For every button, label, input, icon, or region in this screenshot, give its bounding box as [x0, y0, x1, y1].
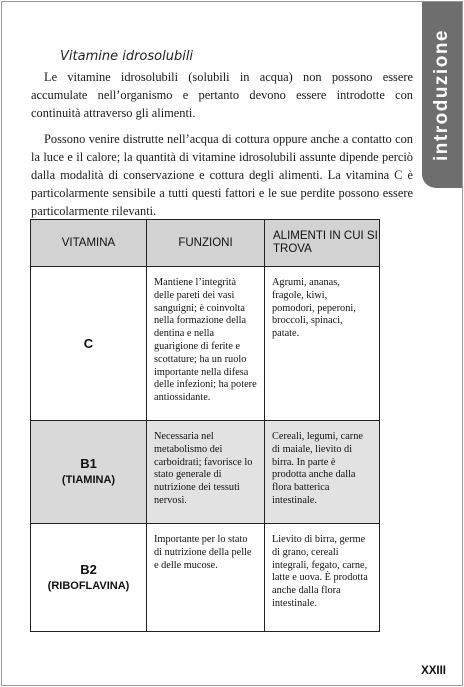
vitamin-name-cell [31, 267, 147, 421]
header-alimenti: ALIMENTI IN CUI SI TROVA [265, 220, 380, 267]
vitamin-table [30, 219, 380, 632]
functions-cell: Necessaria nel metabolismo dei carboidrati; favorisce lo stato generale di nutrizione dei tessuti nervosi. [147, 421, 265, 524]
section-tab-label: introduzione [431, 29, 452, 161]
table-row [31, 267, 380, 421]
intro-paragraph: Le vitamine idrosolubili (solubili in acqua) non possono essere accumulate nell’organismo e pertanto devono essere introdotte con continuità attraverso gli alimenti. [31, 70, 413, 121]
page-number: XXIII [421, 665, 446, 677]
functions-cell: Importante per lo stato di nutrizione della pelle e delle mucose. [147, 524, 265, 632]
intro-paragraph: Possono venire distrutte nell’acqua di cottura oppure anche a contatto con la luce e il calore; la quantità di vitamine idrosolubili assunte dipende perciò dalla modalità di conservazione e cottura degli alimenti. La vitamina C è particolarmente sensibile a tutti questi fattori e le sue perdite possono essere particolarmente rilevanti. [31, 131, 413, 219]
vitamin-subname: (TIAMINA) [61, 474, 116, 486]
foods-cell: Cereali, legumi, carne di maiale, lievito di birra. In parte è prodotta anche dalla flora batterica intestinale. [265, 421, 380, 524]
table-header-row [31, 220, 380, 267]
section-title: Vitamine idrosolubili [60, 49, 194, 64]
vitamin-name: B1 [80, 456, 97, 471]
table-row [31, 421, 380, 524]
header-funzioni: FUNZIONI [147, 220, 265, 267]
intro-text [31, 68, 413, 228]
vitamin-name: B2 [80, 561, 97, 577]
table-row [31, 524, 380, 632]
vitamin-name-cell [31, 421, 147, 524]
vitamin-name-cell [31, 524, 147, 632]
section-tab [422, 2, 462, 188]
vitamin-name: C [83, 336, 94, 351]
header-vitamina: VITAMINA [31, 220, 147, 267]
vitamin-subname: (RIBOFLAVINA) [47, 579, 130, 592]
foods-cell: Lievito di birra, germe di grano, cereali integrali, fegato, carne, latte e uova. È prodotta anche dalla flora intestinale. [265, 524, 380, 632]
foods-cell: Agrumi, ananas, fragole, kiwi, pomodori, peperoni, broccoli, spinaci, patate. [265, 267, 380, 421]
functions-cell: Mantiene l’integrità delle pareti dei vasi sanguigni; è coinvolta nella formazione della dentina e nella guarigione di ferite e scottature; ha un ruolo importante nella difesa delle infezioni; ha potere antiossidante. [147, 267, 265, 421]
